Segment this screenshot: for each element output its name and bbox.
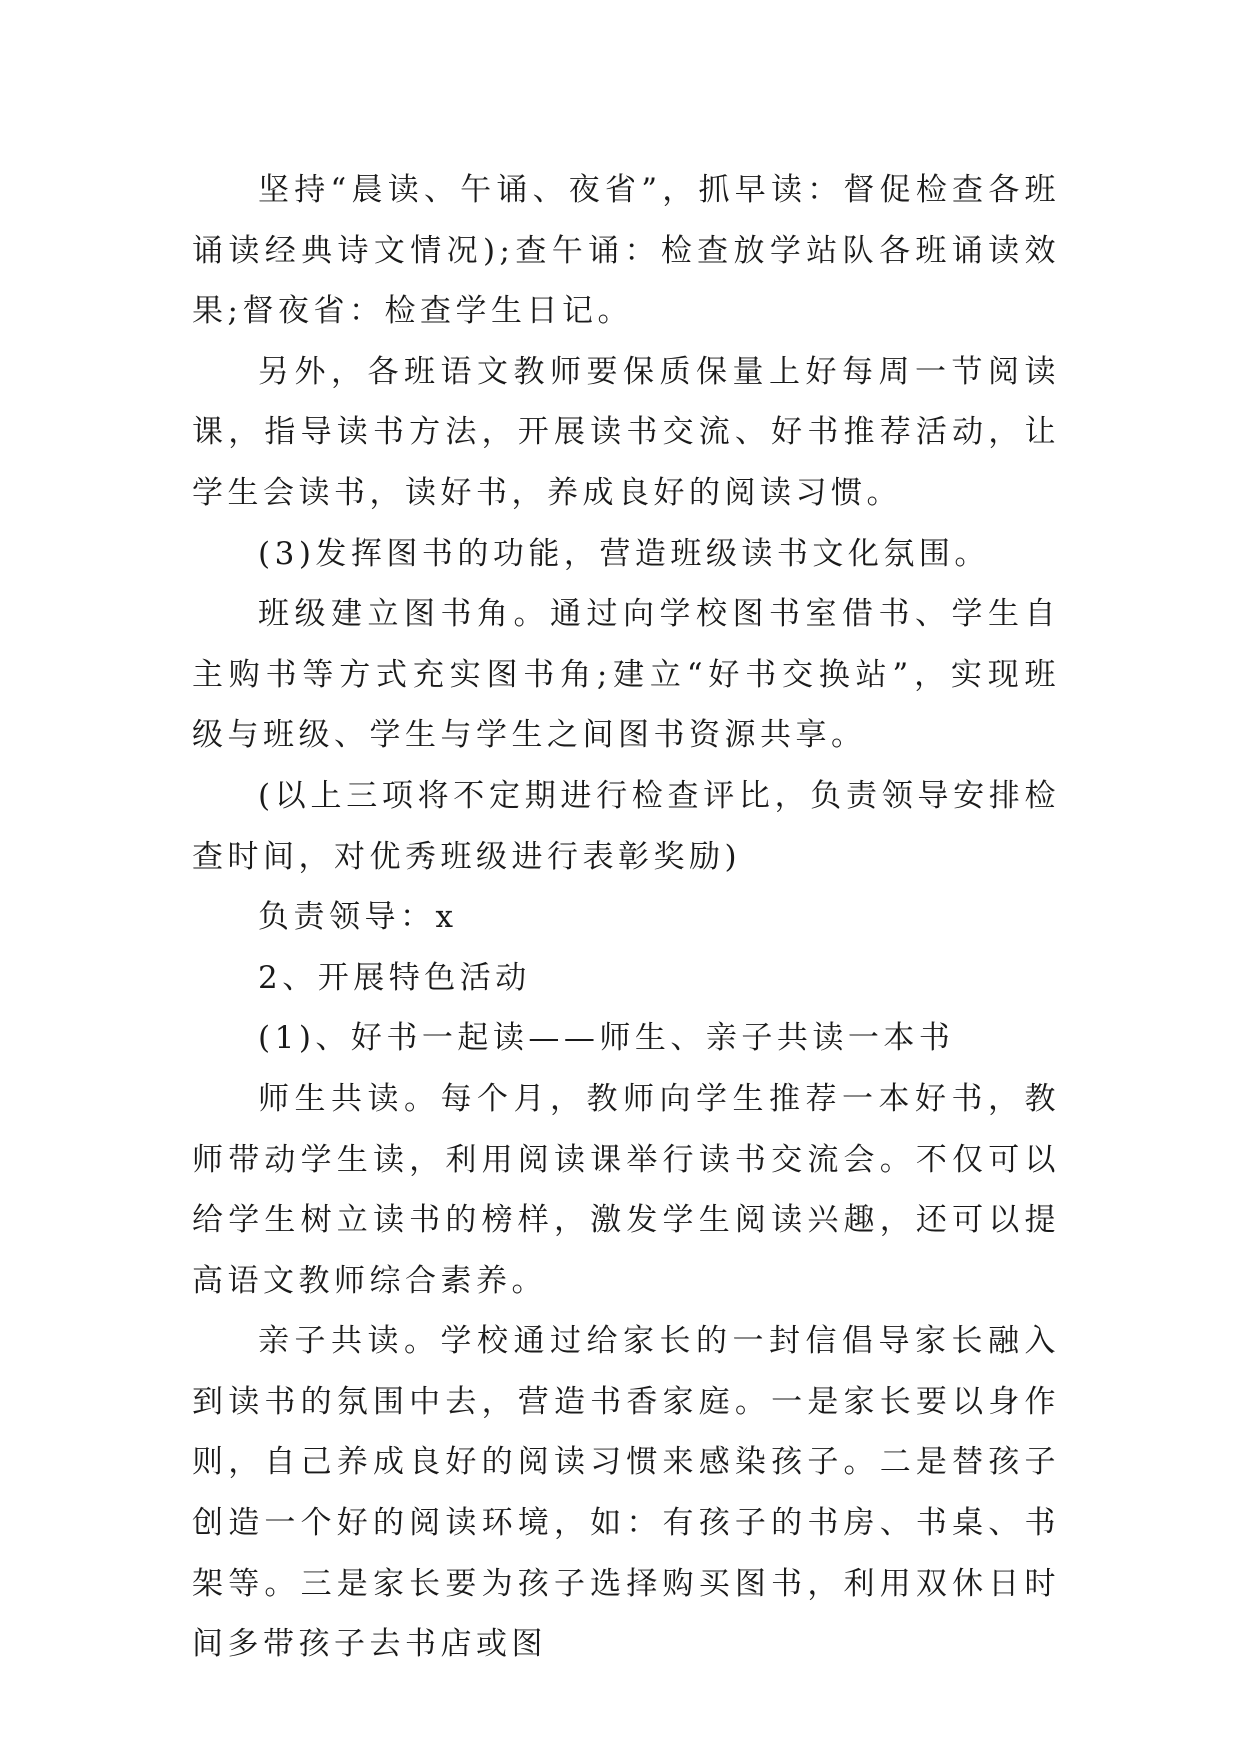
- paragraph-library-heading: (3)发挥图书的功能，营造班级读书文化氛围。: [258, 535, 990, 572]
- paragraph-reading-class: 另外，各班语文教师要保质保量上好每周一节阅读课，指导读书方法，开展读书交流、好书推荐活动，让学生会读书，读好书，养成良好的阅读习惯。: [192, 353, 1060, 511]
- paragraph-morning-reading: 坚持“晨读、午诵、夜省”，抓早读：督促检查各班诵读经典诗文情况);查午诵：检查放学站队各班诵读效果;督夜省：检查学生日记。: [192, 172, 1060, 330]
- paragraph-parent-child-reading: 亲子共读。学校通过给家长的一封信倡导家长融入到读书的氛围中去，营造书香家庭。一是家长要以身作则，自己养成良好的阅读习惯来感染孩子。二是替孩子创造一个好的阅读环境，如：有孩子的书房、书桌、书架等。三是家长要为孩子选择购买图书，利用双休日时间多带孩子去书店或图: [192, 1323, 1060, 1663]
- paragraph-book-corner: 班级建立图书角。通过向学校图书室借书、学生自主购书等方式充实图书角;建立“好书交换站”，实现班级与班级、学生与学生之间图书资源共享。: [192, 596, 1060, 754]
- paragraph-inspection-note: (以上三项将不定期进行检查评比，负责领导安排检查时间，对优秀班级进行表彰奖励): [192, 777, 1060, 875]
- subheading-shared-reading: (1)、好书一起读——师生、亲子共读一本书: [258, 1020, 955, 1057]
- paragraph-responsible-leader: 负责领导：x: [258, 899, 458, 936]
- document-body: [192, 160, 1060, 1675]
- section-heading-activities: 2、开展特色活动: [258, 959, 531, 996]
- paragraph-teacher-student-reading: 师生共读。每个月，教师向学生推荐一本好书，教师带动学生读，利用阅读课举行读书交流会。不仅可以给学生树立读书的榜样，激发学生阅读兴趣，还可以提高语文教师综合素养。: [192, 1080, 1060, 1299]
